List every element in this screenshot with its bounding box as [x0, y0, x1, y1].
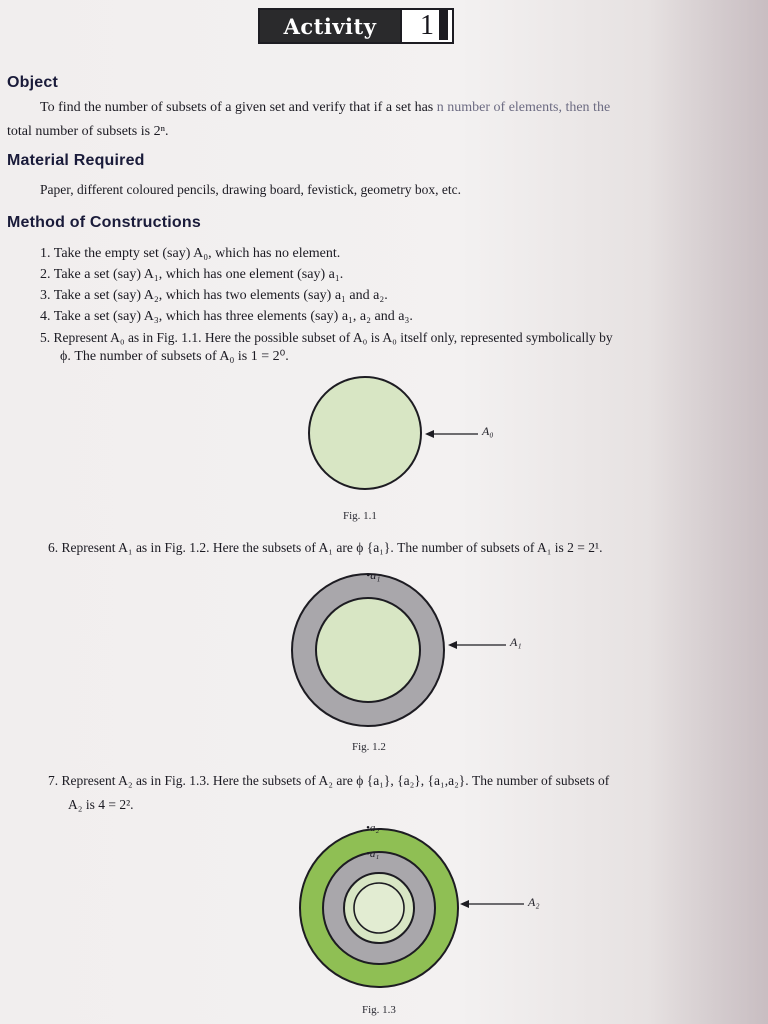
page-shadow [648, 0, 768, 1024]
fig2-element: •a₁ [366, 568, 381, 582]
object-text-line2: total number of subsets is 2ⁿ. [7, 124, 169, 139]
material-heading: Material Required [7, 152, 145, 169]
arrowhead-a2 [460, 900, 469, 908]
figure-1-2 [290, 572, 530, 737]
figure-1-1 [300, 368, 500, 508]
fig3-element-inner: •a₁ [366, 848, 380, 860]
fig3-label: A₂ [528, 895, 540, 909]
activity-number: 1 [402, 10, 452, 42]
activity-header [258, 8, 454, 44]
activity-label: Activity [260, 10, 402, 42]
object-text-main: To find the number of subsets of a given set and verify that if a set has [40, 100, 437, 115]
arrowhead-a1 [448, 641, 457, 649]
object-text-faded: n number of elements, then the [436, 100, 611, 115]
method-step: 5. Represent A₀ as in Fig. 1.1. Here the possible subset of A₀ is A₀ itself only, represented symbolically by [40, 330, 613, 345]
object-heading: Object [7, 74, 58, 91]
method-heading: Method of Constructions [7, 214, 201, 231]
method-step: 4. Take a set (say) A₃, which has three elements (say) a₁, a₂ and a₃. [40, 309, 413, 324]
method-step: 3. Take a set (say) A₂, which has two elements (say) a₁ and a₂. [40, 288, 388, 303]
method-step7-line2: A₂ is 4 = 2². [68, 797, 134, 812]
fig1-caption: Fig. 1.1 [343, 510, 377, 522]
material-text: Paper, different coloured pencils, drawing board, fevistick, geometry box, etc. [40, 182, 461, 197]
object-text-line1 [40, 100, 610, 116]
fig1-label: A₀ [482, 424, 494, 438]
method-step5-continued: ϕ. The number of subsets of A₀ is 1 = 2⁰. [60, 349, 289, 364]
fig3-caption: Fig. 1.3 [362, 1004, 396, 1016]
method-step: 2. Take a set (say) A₁, which has one element (say) a₁. [40, 267, 344, 282]
fig2-caption: Fig. 1.2 [352, 741, 386, 753]
method-step6: 6. Represent A₁ as in Fig. 1.2. Here the subsets of A₁ are ϕ {a₁}. The number of subsets of A₁ is 2 = 2¹. [48, 540, 603, 555]
fig3-element-outer: •a₂ [366, 822, 380, 834]
set-a2-core-circle [354, 883, 404, 933]
arrowhead-a0 [425, 430, 434, 438]
figure-1-3 [298, 826, 558, 1006]
set-a1-inner-circle [316, 598, 420, 702]
method-step7-line1: 7. Represent A₂ as in Fig. 1.3. Here the subsets of A₂ are ϕ {a₁}, {a₂}, {a₁,a₂}. The number of subsets of [48, 773, 610, 788]
method-steps [40, 243, 613, 348]
set-a0-circle [309, 377, 421, 489]
method-step: 1. Take the empty set (say) A₀, which has no element. [40, 246, 341, 261]
fig2-label: A₁ [510, 635, 522, 649]
activity-header-bar [439, 10, 448, 40]
